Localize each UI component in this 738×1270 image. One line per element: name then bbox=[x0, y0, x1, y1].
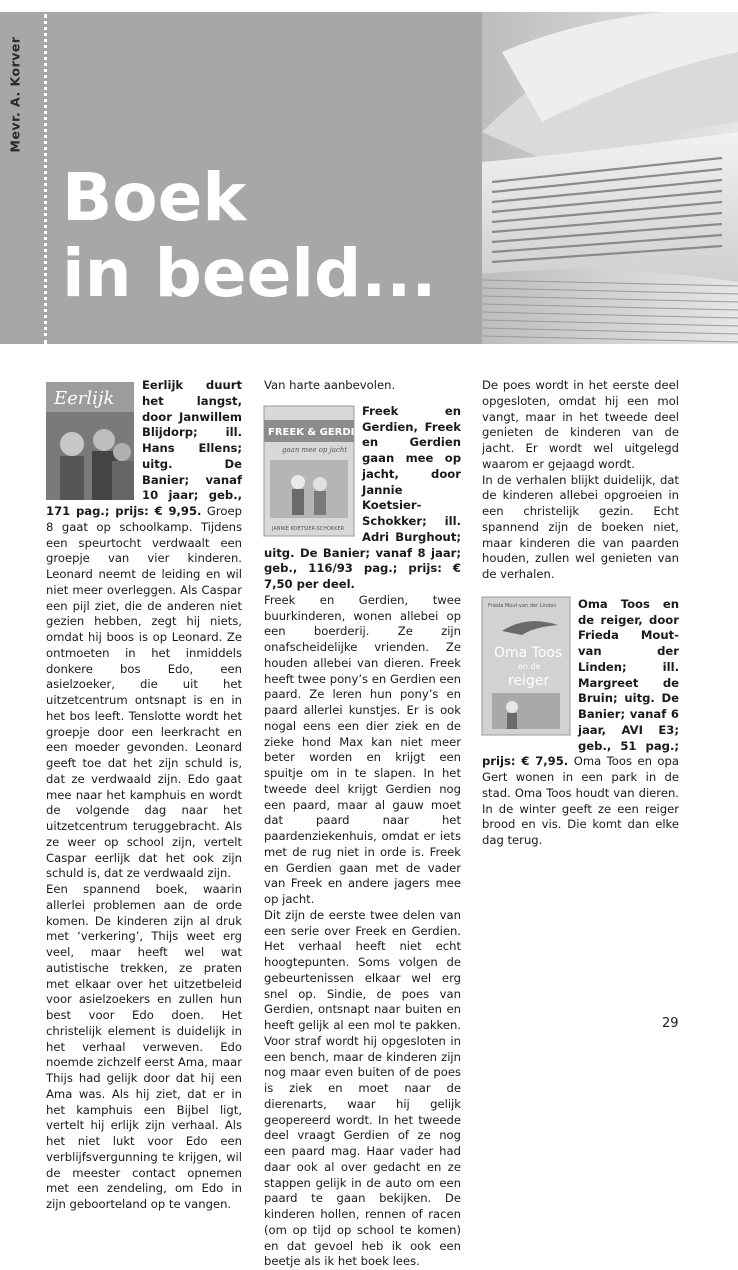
page-title bbox=[62, 160, 482, 312]
book2-info: Freek en Gerdien, Freek en Gerdien gaan mee op jacht, door Jannie Koetsier-Schokker; ill. Adri Burghout; uitg. De Banier; vanaf 8 jaar; geb., 116/93 pag.; prijs: € 7,50 per deel. bbox=[264, 403, 461, 591]
author-credit bbox=[6, 38, 22, 158]
cover-title-oma-2: en de bbox=[518, 661, 541, 671]
book-cover-freek-gerdien bbox=[264, 406, 370, 536]
cover-title-freek: FREEK & GERDIEN bbox=[268, 426, 370, 438]
column-3 bbox=[482, 378, 679, 849]
cover-title-oma-1: Oma Toos bbox=[494, 644, 563, 661]
dotted-divider bbox=[44, 14, 47, 344]
cover-author-oma: Frieda Mout-van der Linden bbox=[488, 602, 557, 609]
title-line-2: in beeld... bbox=[62, 235, 437, 312]
book1-info: Eerlijk duurt het langst, door Janwillem Blijdorp; ill. Hans Ellens; uitg. De Banier; vanaf 10 jaar; geb., 171 pag.; prijs: € 9,95. bbox=[46, 378, 242, 518]
book2-review-4: In de verhalen blijkt duidelijk, dat de kinderen allebei opgroeien in een christelijk gezin. Echt spannend zijn de boeken niet, maar kinderen die van paarden houden, zullen wel genieten van de verhalen. bbox=[482, 472, 679, 581]
book3-info: Oma Toos en de reiger, door Frieda Mout-van der Linden; ill. Margreet de Bruin; uitg. De Banier; vanaf 6 jaar, AVI E3; geb., 51 pag.; prijs: € 7,95. bbox=[482, 596, 679, 769]
column-2 bbox=[264, 378, 461, 1270]
title-line-1: Boek bbox=[62, 159, 247, 236]
book-cover-oma-toos bbox=[482, 597, 570, 735]
book1-verdict: Van harte aanbevolen. bbox=[264, 378, 396, 392]
book2-review-2: Dit zijn de eerste twee delen van een serie over Freek en Gerdien. Het verhaal heeft niet echt hoogtepunten. Soms volgen de gebeurtenissen elkaar wel erg snel op. Sindie, de poes van Gerdien, ontsnapt naar buiten en heeft gelijk al een mol te pakken. Voor straf wordt hij opgesloten in een bench, maar de kinderen zijn nog maar even buiten of de poes is ziek en moet naar de dierenarts, waar hij gelijk geopereerd wordt. In het tweede deel vraagt Gerdien of ze nog een paard mag. Haar vader had daar ook al over gedacht en ze stappen gelijk in de auto om een paard te gaan bekijken. De kinderen hollen, rennen of racen (om op tijd op school te komen) en dat gevoel heb ik ook een beetje als ik het boek lees. bbox=[264, 907, 461, 1269]
cover-title-oma-3: reiger bbox=[508, 672, 550, 689]
book-cover-eerlijk bbox=[46, 382, 134, 500]
cover-author-freek: JANNIE KOETSIER-SCHOKKER bbox=[272, 525, 345, 532]
open-book-photo bbox=[482, 12, 738, 344]
book2-review-1: Freek en Gerdien, twee buurkinderen, wonen allebei op een boerderij. Ze zijn onafscheidelijke vrienden. Ze houden allebei van dieren. Freek heeft twee pony’s en Gerdien een paard. Ze leren hun pony’s en paard allerlei kunstjes. Er is ook nogal eens een dier ziek en de zieke hond Max kan niet meer beter worden en krijgt een spuitje om in te slapen. In het tweede deel krijgt Gerdien nog een paard, maar al gauw moet dat paard naar het paardenziekenhuis, omdat er iets met de rug niet in orde is. Freek en Gerdien gaan met de vader van Freek en andere jagers mee op jacht. bbox=[264, 592, 461, 906]
cover-title-eerlijk: Eerlijk bbox=[54, 388, 115, 409]
book1-review-2: Een spannend boek, waarin allerlei problemen aan de orde komen. De kinderen zijn al druk met ‘verkering’, Thijs weet erg veel, maar heeft wel wat autistische trekken, ze praten met elkaar over het uitzetbeleid voor asielzoekers en zullen hun best voor Edo doen. Het christelijk element is duidelijk in het verhaal verweven. Edo noemde zichzelf eerst Ama, maar Thijs had gelijk door dat hij een Ama was. Als hij ziet, dat er in het kamphuis een Bijbel ligt, vertelt hij erlijk zijn verhaal. Als het niet lukt voor Edo een verblijfsvergunning te krijgen, wil de meester contact opnemen met een zendeling, om Edo in zijn geboorteland op te vangen. bbox=[46, 882, 242, 1211]
page-number: 29 bbox=[662, 1016, 679, 1031]
book2-review-3: De poes wordt in het eerste deel opgesloten, omdat hij een mol vangt, maar in het tweede deel genieten de kinderen van de jacht. Er wordt wel uitgelegd waarom er gejaagd wordt. bbox=[482, 378, 679, 471]
column-1 bbox=[46, 378, 242, 1213]
book1-review-1: Groep 8 gaat op schoolkamp. Tijdens een speurtocht verdwaalt een groepje van vier kinderen. Leonard neemt de leiding en wil niet meer overleggen. Als Caspar een pijl ziet, die de anderen niet gezien hebben, zegt hij niets, omdat hij boos is op Leonard. Ze ontmoeten in het inmiddels donkere bos Edo, een asielzoeker, die uit het uitzetcentrum ontsnapt is en in het bos leeft. Tenslotte wordt het groepje door een leerkracht en een moeder gevonden. Leonard geeft toe dat het zijn schuld is, dat ze verdwaald zijn. Edo gaat mee naar het kamphuis en wordt de volgende dag naar het uitzetcentrum teruggebracht. Als ze weer op school zijn, vertelt Caspar eerlijk dat het ook zijn schuld is, dat ze verdwaald zijn. bbox=[46, 504, 242, 881]
cover-subtitle-freek: gaan mee op jacht bbox=[282, 445, 348, 454]
author-name: Mevr. A. Korver bbox=[7, 36, 23, 153]
book3-review-1: Oma Toos en opa Gert wonen in een park in de stad. Oma Toos houdt van dieren. In de winter geeft ze een reiger brood en vis. Die komt dan elke dag terug. bbox=[482, 754, 679, 847]
